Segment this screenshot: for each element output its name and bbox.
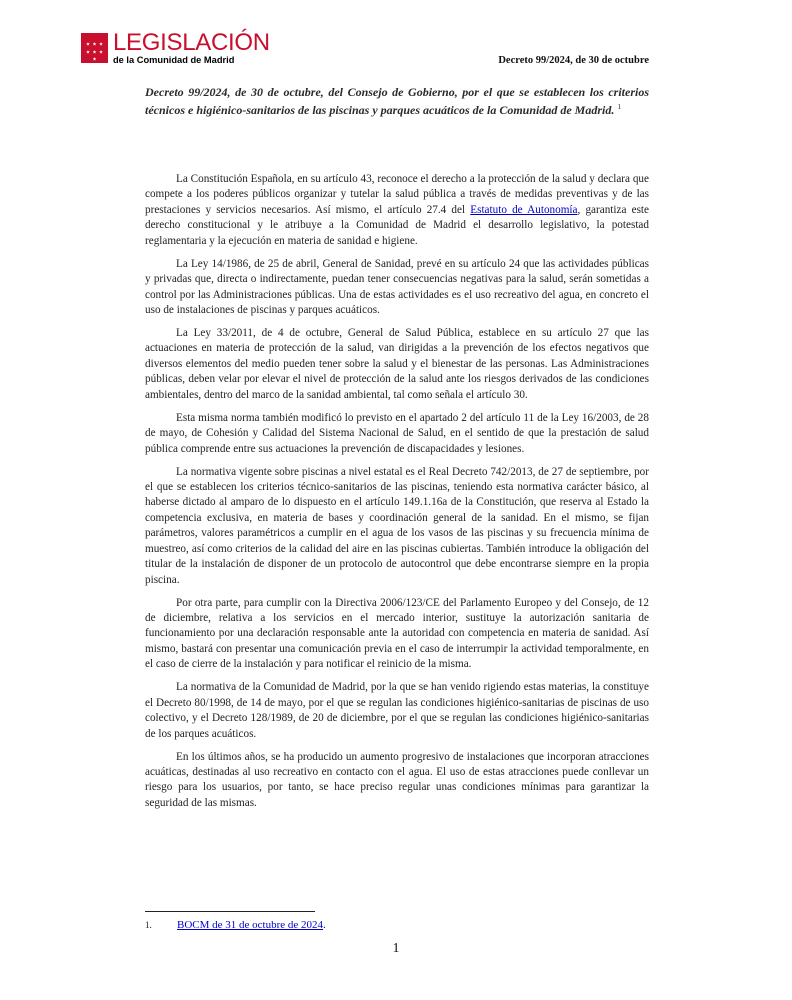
footnote-number: 1.	[145, 920, 152, 930]
paragraph-7: La normativa de la Comunidad de Madrid, por la que se han venido rigiendo estas materias, la constituye el Decreto 80/1998, de 14 de mayo, por el que se regulan las condiciones higiénico-sanitarias de piscinas de uso colectivo, y el Decreto 128/1989, de 20 de diciembre, por el que se regulan las condiciones higiénico-sanitarias de los parques acuáticos.	[145, 681, 649, 740]
paragraph-4: Esta misma norma también modificó lo previsto en el apartado 2 del artículo 11 de la Ley 16/2003, de 28 de mayo, de Cohesión y Calidad del Sistema Nacional de Salud, en el sentido de que la prestación de salud pública comprende entre sus actuaciones la prevención de discapacidades y lesiones.	[145, 411, 649, 455]
paragraph-1	[145, 172, 649, 249]
footnote-trailing: .	[323, 919, 326, 931]
paragraph-2: La Ley 14/1986, de 25 de abril, General de Sanidad, prevé en su artículo 24 que las actividades públicas y privadas que, directa o indirectamente, puedan tener consecuencias negativas para la salud, serán sometidas a control por las Administraciones públicas. Una de estas actividades es el uso recreativo del agua, en concreto el uso de instalaciones de piscinas y parques acuáticos.	[145, 257, 649, 316]
paragraph-3: La Ley 33/2011, de 4 de octubre, General de Salud Pública, establece en su artículo 27 que las actuaciones en materia de protección de la salud, van dirigidas a la prevención de los efectos negativos que diversos elementos del medio pueden tener sobre la salud y el bienestar de las personas. Las Administraciones públicas, deben velar por elevar el nivel de protección de la salud ante los riesgos derivados de las condiciones ambientales, dentro del marco de la sanidad ambiental, tal como señala el artículo 30.	[145, 327, 649, 401]
estatuto-autonomia-link[interactable]: Estatuto de Autonomía	[470, 203, 578, 216]
logo-title: LEGISLACIÓN	[113, 29, 270, 56]
running-header: Decreto 99/2024, de 30 de octubre	[498, 55, 649, 66]
paragraph-8: En los últimos años, se ha producido un aumento progresivo de instalaciones que incorporan atracciones acuáticas, destinadas al uso recreativo en contacto con el agua. El uso de estas atracciones puede conllevar un riesgo para los usuarios, por tanto, se hace preciso regular unas condiciones mínimas para garantizar la seguridad de las mismas.	[145, 750, 649, 809]
paragraph-1-text-a: La Constitución Española, en su artículo 43, reconoce el derecho a la protección de la salud y declara que compete a los poderes públicos organizar y tutelar la salud pública a través de medidas preventivas y de las prestaciones y servicios necesarios. Así mismo, el artículo 27.4 del	[145, 173, 649, 216]
bocm-link[interactable]: BOCM de 31 de octubre de 2024	[177, 919, 324, 931]
document-title-text: Decreto 99/2024, de 30 de octubre, del Consejo de Gobierno, por el que se establecen los criterios técnicos e higiénico-sanitarios de las piscinas y parques acuáticos de la Comunidad de Madrid.	[145, 85, 649, 117]
paragraph-6: Por otra parte, para cumplir con la Directiva 2006/123/CE del Parlamento Europeo y del Consejo, de 12 de diciembre, relativa a los servicios en el mercado interior, sustituye la autorización sanitaria de funcionamiento por una declaración responsable ante la autoridad con competencia en materia de sanidad. Así mismo, bastará con presentar una comunicación previa en el caso de interrumpir la actividad temporalmente, en el caso de cierre de la instalación y para notificar el reinicio de la misma.	[145, 596, 649, 671]
document-title	[145, 85, 649, 117]
footnote	[145, 918, 326, 932]
logo-subtitle: de la Comunidad de Madrid	[113, 55, 235, 65]
title-footnote-marker[interactable]: 1	[617, 101, 622, 111]
paragraph-5: La normativa vigente sobre piscinas a nivel estatal es el Real Decreto 742/2013, de 27 de septiembre, por el que se establecen los criterios técnico-sanitarios de las piscinas, teniendo esta normativa carácter básico, al haberse dictado al amparo de lo dispuesto en el artículo 149.1.16a de la Constitución, que reserva al Estado la competencia exclusiva, en materia de bases y coordinación general de la sanidad. En el mismo, se fijan parámetros, valores paramétricos a cumplir en el agua de los vasos de las piscinas y su frecuencia mínima de muestreo, así como criterios de la calidad del aire en las piscinas cubiertas. También introduce la obligación del titular de la instalación de disponer de un protocolo de autocontrol que debe encontrarse siempre en la propia piscina.	[145, 465, 649, 586]
page-number: 1	[392, 941, 400, 956]
document-body	[145, 172, 649, 819]
legislacion-logo	[81, 29, 270, 65]
madrid-flag-icon	[81, 33, 108, 63]
paragraph-1-text-b: , garantiza este derecho constitucional y le atribuye a la Comunidad de Madrid el desarrollo legislativo, la potestad reglamentaria y la ejecución en materia de sanidad e higiene.	[145, 203, 650, 247]
footnote-divider	[145, 911, 315, 912]
